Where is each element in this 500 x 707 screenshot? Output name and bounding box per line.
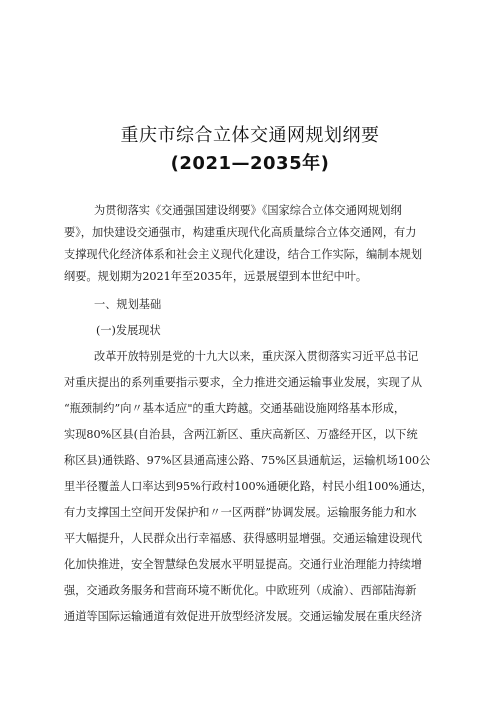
body-line-7: 有力支撑国土空间开发保护和〃一区两群”协调发展。运输服务能力和水 [64,506,417,519]
intro-line-4: 纲要。规划期为2021年至2035年，远景展望到本世纪中叶。 [64,270,368,283]
body-line-2: 对重庆提出的系列重要指示要求，全力推进交通运输事业发展，实现了从 [64,376,423,389]
body-line-10: 强，交通政务服务和营商环境不断优化。中欧班列（成渝）、西部陆海新 [64,584,417,597]
section-heading: 一、规划基础 [94,298,162,311]
body-line-3: “瓶颈制约”向〃基本适应"的重大跨越。交通基础设施网络基本形成， [64,402,406,415]
intro-line-3: 支撑现代化经济体系和社会主义现代化建设，结合工作实际，编制本规划 [64,248,423,261]
intro-line-1: 为贯彻落实《交通强国建设纲要》《国家综合立体交通网规划纲 [94,204,402,217]
document-title: 重庆市综合立体交通网规划纲要 [120,125,380,146]
body-line-11: 通道等国际运输通道有效促进开放型经济发展。交通运输发展在重庆经济 [64,610,423,623]
subsection-heading: (一)发展现状 [96,324,161,337]
document-subtitle-years: (2021—2035年) [170,153,330,174]
body-line-4: 实现80%区县(自治县，含两江新区、重庆高新区、万盛经开区，以下统 [64,428,418,441]
body-line-8: 平大幅提升，人民群众出行幸福感、获得感明显增强。交通运输建设现代 [64,532,423,545]
body-line-9: 化加快推进，安全智慧绿色发展水平明显提高。交通行业治理能力持续增 [64,558,423,571]
body-line-5: 称区县)通铁路、97%区县通高速公路、75%区县通航运，运输机场100公 [64,454,431,467]
body-line-1: 改革开放特别是党的十九大以来，重庆深入贯彻落实习近平总书记 [94,350,419,363]
body-line-6: 里半径覆盖人口率达到95%行政村100%通硬化路，村民小组100%通达， [64,480,433,493]
intro-line-2: 要》，加快建设交通强市，构建重庆现代化高质量综合立体交通网，有力 [64,226,417,239]
